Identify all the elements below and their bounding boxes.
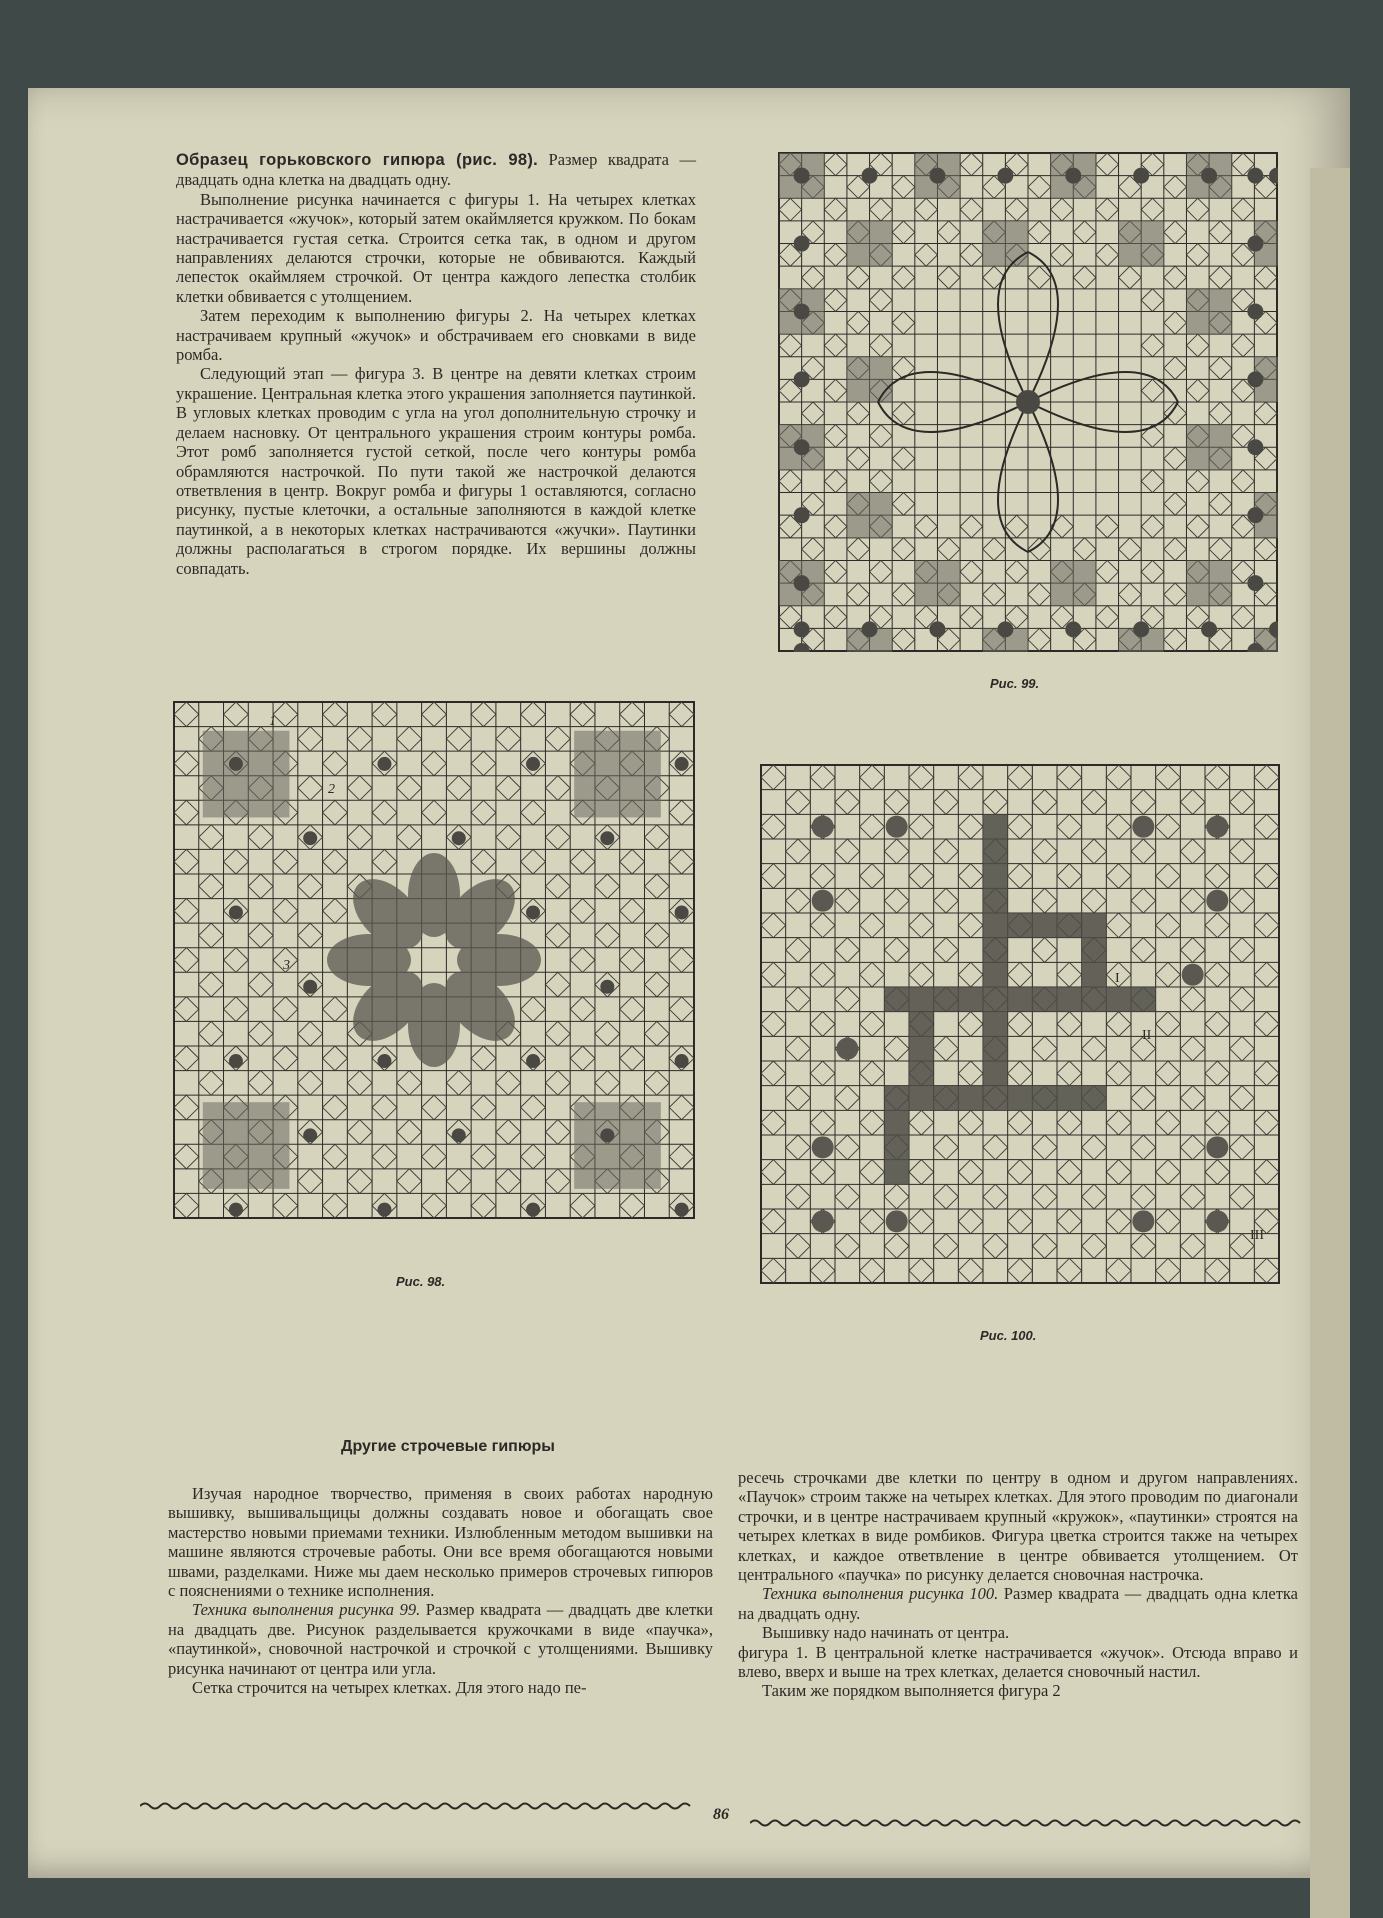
caption-fig-100: Рис. 100. xyxy=(980,1328,1037,1343)
bottom-right-paragraph-4: Таким же порядком выполняется фигура 2 xyxy=(762,1681,1061,1701)
bottom-left-column xyxy=(168,1484,713,1697)
grid-lines xyxy=(761,765,1279,1283)
dense-mesh xyxy=(847,357,892,402)
figure-99 xyxy=(778,152,1278,652)
figure-98-drawing xyxy=(173,701,695,1219)
figure-100-mark-3: III xyxy=(1250,1228,1264,1243)
dense-mesh xyxy=(1186,560,1231,605)
intro-paragraph-2: Затем переходим к выполнению фигуры 2. На четырех клетках настрачиваем крупный «жучок» и обстрачиваем его сновками в виде ромба. xyxy=(176,306,696,365)
intro-column xyxy=(176,150,696,578)
dense-mesh xyxy=(1051,560,1096,605)
dot-motifs xyxy=(812,816,1229,1233)
dense-mesh xyxy=(574,731,661,818)
dense-mesh xyxy=(847,493,892,538)
dense-mesh xyxy=(203,1102,290,1189)
page-edge xyxy=(1310,168,1350,1918)
intro-heading-paragraph xyxy=(176,150,696,190)
intro-heading-rest: Размер квадрата — двадцать одна клетка на двадцать одну. xyxy=(176,150,696,190)
fig100-technique-paragraph xyxy=(738,1584,1298,1623)
bottom-left-last-paragraph: Сетка строчится на четырех клетках. Для этого надо пе- xyxy=(192,1678,587,1698)
figure-100-mark-2: II xyxy=(1142,1028,1152,1043)
figure-100 xyxy=(760,764,1280,1284)
intro-paragraph-3: Следующий этап — фигура 3. В центре на девяти клетках строим украшение. Центральная клетка этого украшения заполняется паутинкой. В угловых клетках проводим с угла на угол дополнительную строчку и делаем насновку. От центрального украшения строим контуры ромба. Этот ромб заполняется густой сеткой, после чего контуры ромба обрамляются настрочкой. По пути такой же настрочкой делаются ответвления в центр. Вокруг ромба и фигуры 1 оставляются, согласно рисунку, пустые клеточки, а остальные заполняются в каждой клетке паутинкой, а в некоторых клетках настрачиваются «жучки». Паутинки должны располагаться в строгом порядке. Их вершины должны совпадать. xyxy=(176,364,696,578)
page-number: 86 xyxy=(713,1806,729,1823)
bottom-right-column xyxy=(738,1468,1298,1701)
dense-mesh xyxy=(983,221,1028,266)
fig99-technique-text: Размер квадрата — двадцать две клетки на двадцать две. Рисунок разделывается кружочками в виде «паучка», «паутинкой», сновочной настрочкой и строчкой с утолщениями. Вышивку рисунка начинают от центра или угла. xyxy=(168,1600,714,1678)
figure-100-drawing xyxy=(760,764,1280,1284)
figure-98 xyxy=(173,701,695,1219)
figure-98-mark-3: 3 xyxy=(283,958,290,973)
caption-fig-98: Рис. 98. xyxy=(396,1274,446,1289)
dense-mesh xyxy=(1186,425,1231,470)
fig99-technique-paragraph xyxy=(168,1600,713,1678)
caption-fig-99: Рис. 99. xyxy=(990,676,1040,691)
book-page xyxy=(28,88,1350,1878)
footer-ornament-left xyxy=(140,1801,695,1811)
bottom-right-paragraph-2: Вышивку надо начинать от центра. xyxy=(762,1623,1010,1643)
dense-mesh xyxy=(1186,289,1231,334)
intro-paragraph-1: Выполнение рисунка начинается с фигуры 1. На четырех клетках настрачивается «жучок», который затем окаймляется кружком. По бокам настрачивается густая сетка. Строится сетка так, в одном и другом направлениях делаются строчки, которые не обвиваются. Каждый лепесток окаймляем строчкой. От центра каждого лепестка столбик клетки обвивается с утолщением. xyxy=(176,189,696,306)
fig99-technique-label: Техника выполнения рисунка 99. xyxy=(192,1600,421,1620)
intro-heading: Образец горьковского гипюра (рис. 98). xyxy=(176,151,539,169)
footer-ornament-right xyxy=(750,1818,1305,1828)
bottom-left-paragraph-1: Изучая народное творчество, применяя в своих работах народную вышивку, вышивальщицы должны создавать новое и обогащать свое мастерство новыми приемами техники. Излюбленным методом вышивки на машине являются строчевые работы. Они все время обогащаются новыми швами, разделками. Ниже мы даем несколько примеров строчевых гипюров с пояснениями о технике исполнения. xyxy=(168,1484,713,1601)
figure-99-drawing xyxy=(778,152,1278,652)
section-title: Другие строчевые гипюры xyxy=(341,1438,555,1455)
figure-100-mark-1: I xyxy=(1115,971,1120,986)
dense-mesh xyxy=(1119,221,1164,266)
dot-motifs xyxy=(1016,390,1040,414)
fig100-technique-label: Техника выполнения рисунка 100. xyxy=(762,1584,999,1604)
figure-98-mark-2: 2 xyxy=(328,782,335,797)
bottom-right-paragraph-3: фигура 1. В центральной клетке настрачивается «жучок». Отсюда вправо и влево, вверх и выше на трех клетках, делается сновочный настил. xyxy=(738,1642,1298,1682)
central-swirl xyxy=(884,814,1155,1184)
figure-98-mark-1: 1 xyxy=(269,714,276,729)
dense-mesh xyxy=(847,221,892,266)
dense-mesh xyxy=(574,1102,661,1189)
fig100-technique-text: Размер квадрата — двадцать одна клетка на двадцать одну. xyxy=(738,1584,1299,1623)
dense-mesh xyxy=(915,560,960,605)
bottom-right-paragraph-1: ресечь строчками две клетки по центру в одном и другом направлениях. «Паучок» строим также на четырех клетках. Для этого проводим по диагонали строчки, и в центре настрачиваем крупный «кружок», «паутинки» строятся на четырех клетках в виде ромбиков. Фигура цветка строится также на четырех клетках, и каждое ответвление в центре обвивается утолщением. От центрального «паучка» по рисунку делается сновочная настрочка. xyxy=(738,1468,1298,1585)
web-pattern xyxy=(761,765,1279,1283)
central-flower xyxy=(327,853,541,1067)
dense-mesh xyxy=(203,731,290,818)
